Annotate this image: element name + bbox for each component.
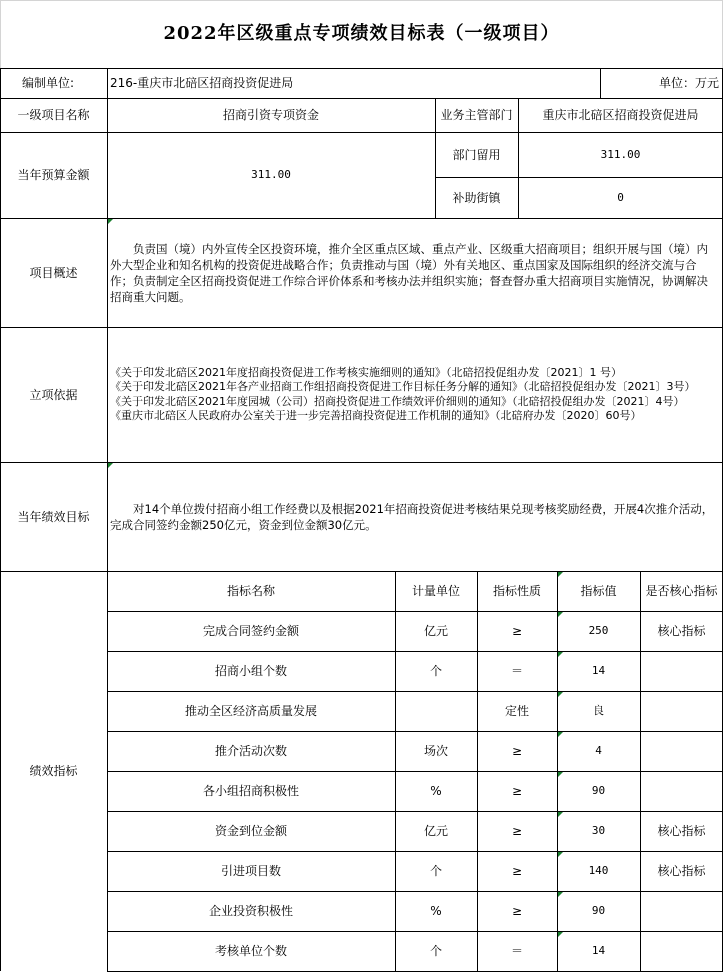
indicator-name: 资金到位金额	[214, 824, 287, 838]
indicator-core	[640, 651, 723, 691]
indicator-name: 考核单位个数	[214, 944, 287, 958]
indicator-nature: ≥	[511, 904, 523, 918]
basis-list	[107, 366, 699, 424]
indicator-value: 良	[593, 704, 604, 717]
indicator-nature: 定性	[504, 704, 529, 718]
indicator-nature: ≥	[511, 744, 523, 758]
basis-item: 《重庆市北碚区人民政府办公室关于进一步完善招商投资促进工作机制的通知》（北碚府办发〔2020〕60号）	[110, 409, 642, 422]
indicator-value: 90	[591, 904, 606, 917]
indicator-core: 核心指标	[657, 624, 706, 638]
dept-value: 重庆市北碚区招商投资促进局	[542, 108, 699, 122]
indicator-core	[640, 691, 723, 731]
indicator-nature: ≥	[511, 824, 523, 838]
indicators-label: 绩效指标	[29, 764, 78, 778]
dept-label: 业务主管部门	[440, 108, 513, 122]
indicator-name: 完成合同签约金额	[202, 624, 299, 638]
overview-text: 负责国（境）内外宣传全区投资环境，推介全区重点区域、重点产业、区级重大招商项目；组织开展与国（境）内外大型企业和知名机构的投资促进战略合作；负责推动与国（境）外有关地区、重点国家及国际组织的经济交流与合作；负责制定全区招商投资促进工作综合评价体系和考核办法并组织实施；督查督办重大招商项目实施情况，协调解决招商重大问题。	[110, 241, 708, 304]
indicator-core	[640, 891, 723, 931]
indicator-header-nature: 指标性质	[492, 584, 541, 598]
indicator-value: 4	[595, 744, 602, 757]
unit-label: 编制单位:	[22, 76, 75, 90]
indicator-header-core: 是否核心指标	[645, 584, 718, 598]
basis-label: 立项依据	[29, 387, 78, 402]
indicator-value: 14	[591, 944, 606, 957]
indicator-unit: 个	[429, 664, 442, 678]
indicator-unit: 亿元	[423, 624, 448, 638]
indicator-nature: ≥	[511, 864, 523, 878]
indicator-nature: ≥	[511, 624, 523, 638]
overview-label: 项目概述	[29, 265, 78, 280]
indicator-nature: ＝	[510, 664, 523, 678]
indicator-unit: 个	[429, 944, 442, 958]
indicator-nature: ≥	[511, 784, 523, 798]
subsidy-label: 补助街镇	[452, 190, 501, 205]
indicator-name: 招商小组个数	[214, 664, 287, 678]
overview-cell	[107, 218, 723, 327]
basis-item: 《关于印发北碚区2021年度招商投资促进工作考核实施细则的通知》（北碚招投促组办发〔2021〕1 号）	[110, 365, 622, 379]
goal-text: 对14个单位拨付招商小组工作经费以及根据2021年招商投资促进考核结果兑现考核奖励经费，开展4次推介活动，完成合同签约金额250亿元，资金到位金额30亿元。	[110, 501, 714, 532]
indicator-value: 14	[591, 664, 606, 677]
retained-value: 311.00	[600, 147, 641, 161]
currency-unit: 单位：万元	[658, 76, 719, 90]
indicator-value: 140	[588, 864, 609, 877]
indicator-value: 250	[588, 624, 609, 637]
indicator-unit: 场次	[423, 744, 448, 758]
indicator-core: 核心指标	[657, 864, 706, 878]
budget-value: 311.00	[251, 168, 291, 181]
project-name-value: 招商引资专项资金	[222, 108, 319, 122]
page-title: 2022年区级重点专项绩效目标表（一级项目）	[163, 23, 560, 44]
indicator-name: 企业投资积极性	[208, 904, 293, 918]
indicator-unit: 个	[429, 864, 442, 878]
goal-cell	[107, 462, 723, 571]
indicator-value: 90	[591, 784, 606, 797]
indicator-core: 核心指标	[657, 824, 706, 838]
indicator-header-value: 指标值	[580, 584, 617, 598]
goal-label: 当年绩效目标	[17, 509, 90, 524]
indicator-core	[640, 771, 723, 811]
indicator-nature: ＝	[510, 944, 523, 958]
subsidy-value: 0	[617, 190, 624, 204]
indicator-unit	[395, 691, 477, 731]
indicator-name: 推动全区经济高质量发展	[184, 704, 317, 718]
indicator-unit: %	[430, 784, 442, 798]
indicator-name: 各小组招商积极性	[202, 784, 299, 798]
basis-cell	[107, 327, 723, 462]
basis-item: 《关于印发北碚区2021年各产业招商工作组招商投资促进工作目标任务分解的通知》（北碚招投促组办发〔2021〕3号）	[110, 380, 696, 393]
indicator-core	[640, 931, 723, 971]
basis-item: 《关于印发北碚区2021年度园城（公司）招商投资促进工作绩效评价细则的通知》（北碚招投促组办发〔2021〕4号）	[110, 394, 685, 408]
indicator-header-name: 指标名称	[226, 584, 275, 598]
indicator-unit: 亿元	[423, 824, 448, 838]
indicator-name: 引进项目数	[220, 864, 281, 878]
indicator-unit: %	[430, 904, 442, 918]
retained-label: 部门留用	[452, 147, 501, 162]
indicator-value: 30	[591, 824, 606, 837]
indicator-core	[640, 731, 723, 771]
indicator-name: 推介活动次数	[214, 744, 287, 758]
unit-value: 216-重庆市北碚区招商投资促进局	[110, 76, 294, 90]
project-name-label: 一级项目名称	[17, 108, 90, 122]
budget-label: 当年预算金额	[17, 168, 90, 182]
indicator-header-unit: 计量单位	[411, 584, 460, 598]
